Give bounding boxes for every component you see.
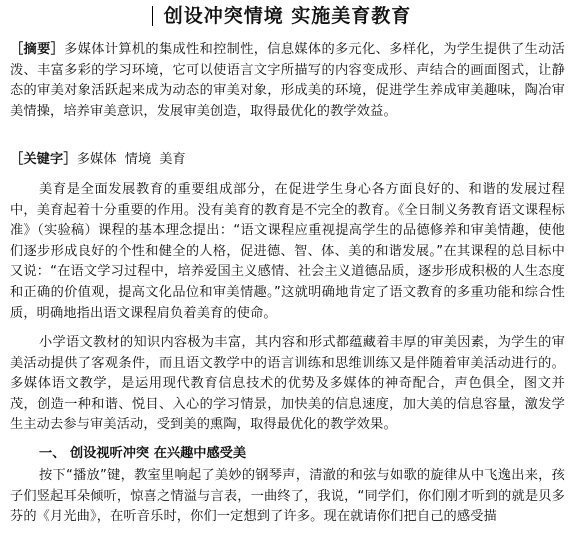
section-heading: 一、 创设视听冲突 在兴趣中感受美 xyxy=(39,446,247,461)
keywords-paragraph xyxy=(10,150,565,171)
abstract-text: 多媒体计算机的集成性和控制性，信息媒体的多元化、多样化，为学生提供了生动活泼、丰富多彩的学习环境，它可以使语言文字所描写的内容变成形、声结合的画面图式，让静态的审美对象活跃起来成为动态的审美对象，形成美的环境，促进学生养成审美趣味，陶冶审美情操，培养审美意识，发展审美创造，取得最优化的教学效益。 xyxy=(10,42,565,119)
keyword-item: 多媒体 xyxy=(76,152,117,167)
body-paragraph-2: 小学语文教材的知识内容极为丰富，其内容和形式都蕴藏着丰厚的审美因素，为学生的审美活动提供了客观条件，而且语文教学中的语言训练和思维训练又是伴随着审美活动进行的。多媒体语文教学，是运用现代教育信息技术的优势及多媒体的神奇配合，声色俱全，图文并茂，创造一种和谐、悦目、入心的学习情景，加快美的信息速度，加大美的信息容量，激发学生主动去参与审美活动，受到美的熏陶，取得最优化的教学效果。 xyxy=(10,335,565,433)
document-title: 创设冲突情境 实施美育教育 xyxy=(163,5,412,27)
keywords-label: ［关键字］ xyxy=(10,152,77,167)
abstract-paragraph xyxy=(10,40,565,122)
keyword-item: 情境 xyxy=(124,152,152,167)
abstract-label: ［摘要］ xyxy=(10,42,65,57)
body-paragraph-1: 美育是全面发展教育的重要组成部分，在促进学生身心各方面良好的、和谐的发展过程中，美育起着十分重要的作用。没有美育的教育是不完全的教育。《全日制义务教育语文课程标准》（实验稿）课程的基本理念提出：“语文课程应重视提高学生的品德修养和审美情趣，使他们逐步形成良好的个性和健全的人格，促进德、智、体、美的和谐发展。”在其课程的总目标中又说：“在语文学习过程中，培养爱国主义感情、社会主义道德品质，逐步形成积极的人生态度和正确的价值观，提高文化品位和审美情趣。”这就明确地肯定了语文教育的多重功能和综合性质，明确地指出语文课程肩负着美育的使命。 xyxy=(10,182,565,321)
keyword-item: 美育 xyxy=(159,152,186,167)
section-paragraph: 按下“播放”键，教室里响起了美妙的钢琴声，清澈的和弦与如歌的旋律从中飞逸出来，孩子们竖起耳朵倾听，惊喜之情溢与言表，一曲终了，我说，“同学们，你们刚才听到的就是贝多芬的《月光曲》，在听音乐时，你们一定想到了许多。现在就请你们把自己的感受描 xyxy=(10,468,565,525)
